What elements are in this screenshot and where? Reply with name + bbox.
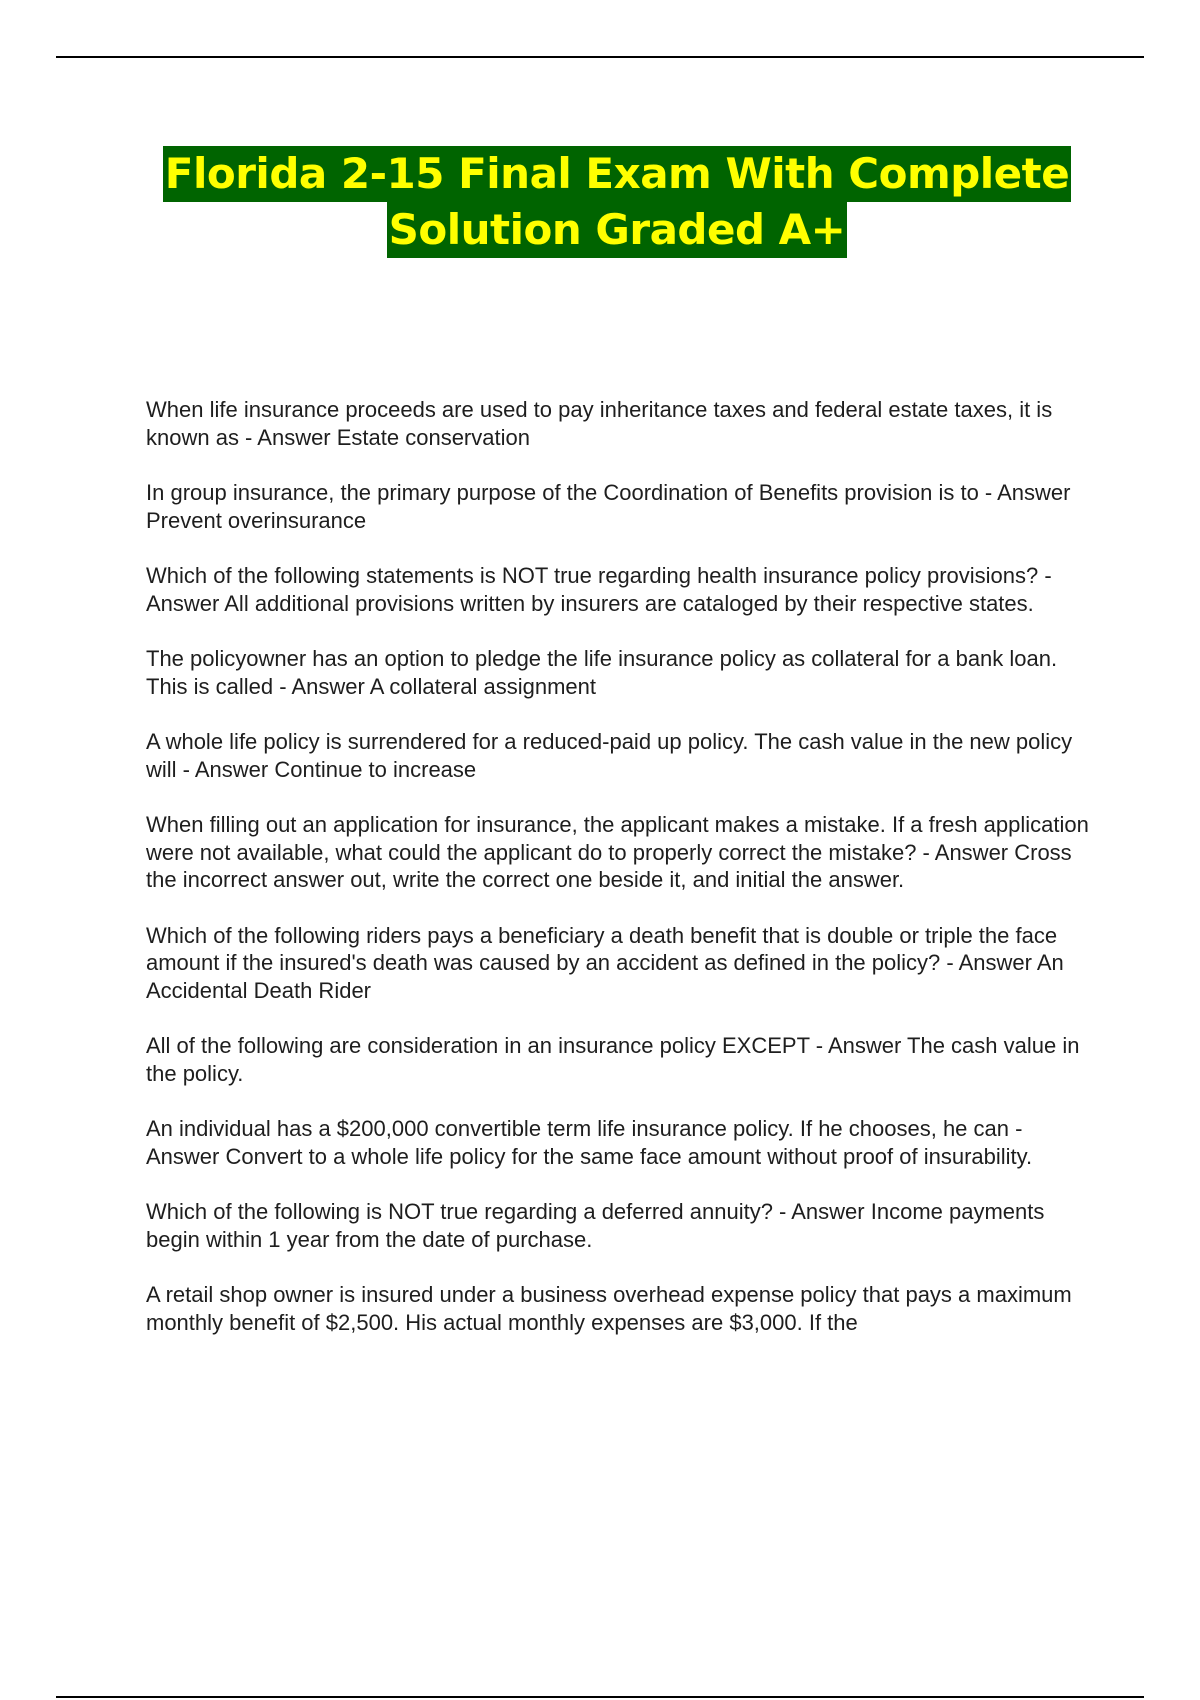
document-title xyxy=(0,146,1200,258)
qa-item-3: Which of the following statements is NOT true regarding health insurance policy provisions? - Answer All additional provisions written by insurers are cataloged by their respective states. xyxy=(146,563,1052,616)
title-line-1: Florida 2-15 Final Exam With Complete xyxy=(163,146,1071,202)
qa-item-10: Which of the following is NOT true regarding a deferred annuity? - Answer Income payments begin within 1 year from the date of purchase. xyxy=(146,1199,1045,1252)
question-answer-list xyxy=(146,396,1096,1364)
title-line-2: Solution Graded A+ xyxy=(387,202,848,258)
qa-item-7: Which of the following riders pays a beneficiary a death benefit that is double or triple the face amount if the insured's death was caused by an accident as defined in the policy? - Answer An Accidental Death Rider xyxy=(146,922,1064,1003)
qa-item-2: In group insurance, the primary purpose of the Coordination of Benefits provision is to - Answer Prevent overinsurance xyxy=(146,480,1071,533)
top-rule xyxy=(56,56,1144,58)
qa-item-9: An individual has a $200,000 convertible term life insurance policy. If he chooses, he can - Answer Convert to a whole life policy for the same face amount without proof of insurability. xyxy=(146,1116,1033,1169)
qa-item-11: A retail shop owner is insured under a business overhead expense policy that pays a maximum monthly benefit of $2,500. His actual monthly expenses are $3,000. If the xyxy=(146,1282,1072,1335)
bottom-rule xyxy=(56,1696,1144,1698)
qa-item-6: When filling out an application for insurance, the applicant makes a mistake. If a fresh application were not available, what could the applicant do to properly correct the mistake? - Answer Cross the incorrect answer out, write the correct one beside it, and initial the answer. xyxy=(146,812,1089,892)
qa-item-8: All of the following are consideration in an insurance policy EXCEPT - Answer The cash value in the policy. xyxy=(146,1033,1080,1086)
qa-item-1: When life insurance proceeds are used to pay inheritance taxes and federal estate taxes, it is known as - Answer Estate conservation xyxy=(146,397,1053,450)
qa-item-4: The policyowner has an option to pledge the life insurance policy as collateral for a bank loan. This is called - Answer A collateral assignment xyxy=(146,646,1058,699)
qa-item-5: A whole life policy is surrendered for a reduced-paid up policy. The cash value in the new policy will - Answer Continue to increase xyxy=(146,729,1073,782)
